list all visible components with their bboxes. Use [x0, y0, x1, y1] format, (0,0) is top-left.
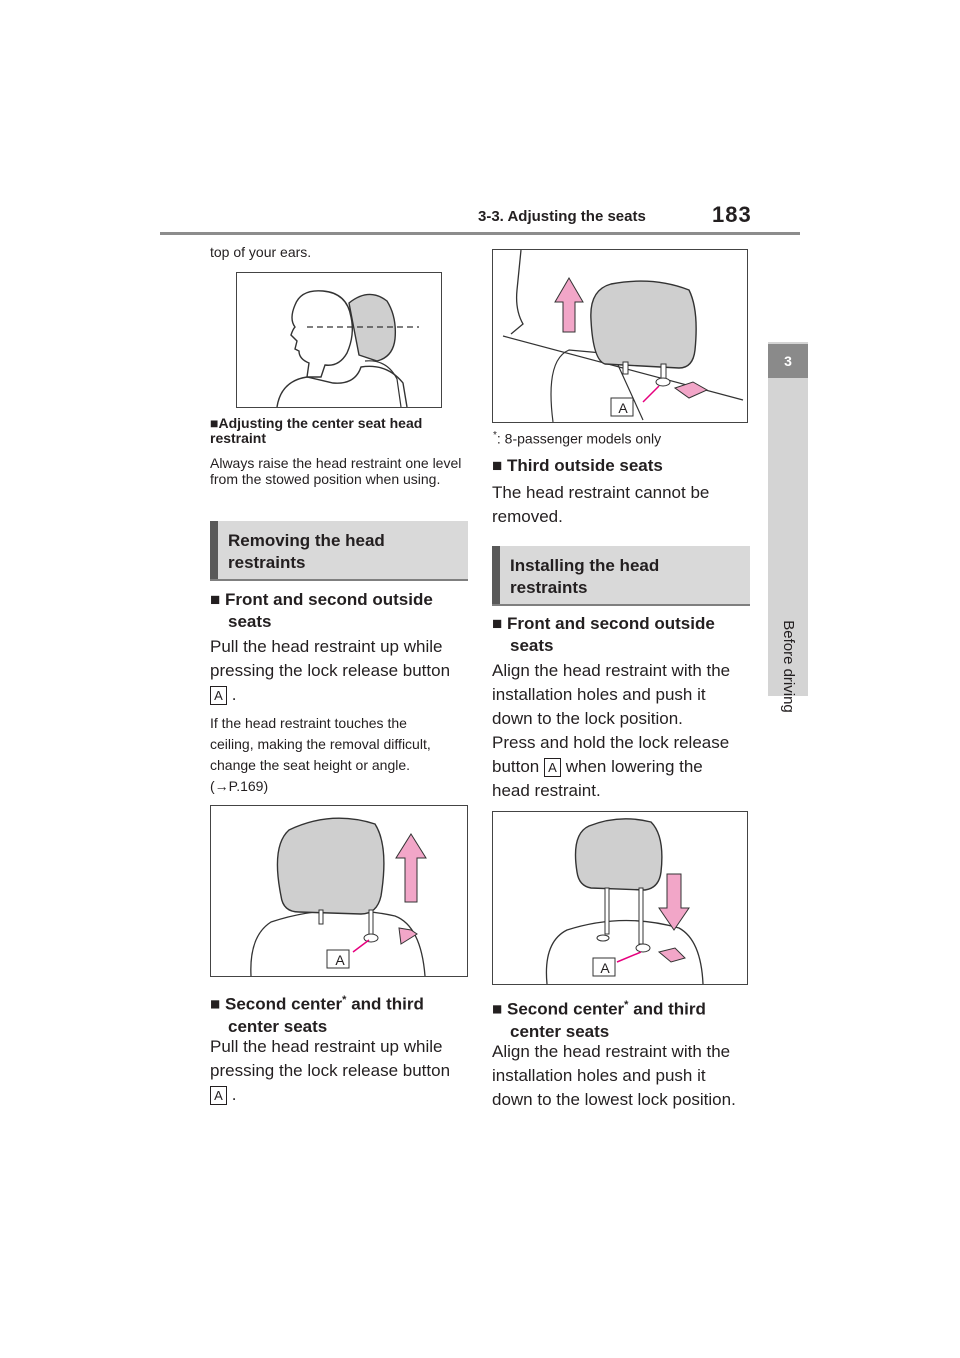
head-position-illustration	[237, 273, 441, 407]
figure-remove-center	[492, 249, 748, 423]
bullet-square: ■	[492, 999, 503, 1019]
remove-center-illustration	[493, 250, 747, 422]
second-center-heading: ■ Second center* and third center seats	[210, 994, 424, 1036]
figure-label-a: A	[618, 400, 628, 416]
figure-label-a: A	[335, 952, 345, 968]
label-a: A	[210, 686, 227, 705]
installing-title-line-1: Installing the head	[510, 556, 660, 575]
header-rule	[160, 232, 800, 235]
install-front-heading: ■ Front and second outside seats	[492, 614, 715, 655]
removing-title-line-1: Removing the head	[228, 531, 385, 550]
bullet-square: ■	[492, 614, 503, 633]
bullet-square: ■	[492, 456, 503, 475]
section-rule	[210, 579, 468, 581]
bullet-square: ■	[210, 590, 221, 609]
figure-remove-front	[210, 805, 468, 977]
installing-title-line-2: restraints	[510, 578, 588, 597]
install-front-text: Align the head restraint with the installation holes and push it down to the lock position. Press and hold the lock release button A when lowering the head restraint.	[492, 661, 731, 800]
install-front-illustration	[493, 812, 747, 984]
bullet-square: ■	[210, 994, 221, 1014]
figure-install-front	[492, 811, 748, 985]
removing-section-header	[210, 521, 468, 579]
label-a: A	[210, 1086, 227, 1105]
section-title: 3-3. Adjusting the seats	[478, 208, 646, 225]
second-center-text: Pull the head restraint up while pressing the lock release button A .	[210, 1037, 451, 1104]
install-second-center-text: Align the head restraint with the installation holes and push it down to the lowest lock position.	[492, 1042, 736, 1109]
chapter-number: 3	[768, 344, 808, 378]
installing-section-header	[492, 546, 750, 604]
label-a: A	[544, 758, 561, 777]
bullet-square: ■	[210, 415, 219, 431]
center-seat-heading-text: Adjusting the center seat head restraint	[210, 415, 423, 446]
front-seats-text: Pull the head restraint up while pressing the lock release button A .	[210, 637, 451, 704]
page-number: 183	[712, 202, 752, 227]
center-seat-text: Always raise the head restraint one level from the stowed position when using.	[210, 455, 462, 487]
intro-text: top of your ears.	[210, 244, 312, 260]
chapter-title: Before driving	[779, 619, 797, 713]
front-seats-heading: ■ Front and second outside seats	[210, 590, 433, 631]
install-second-center-heading: ■ Second center* and third center seats	[492, 999, 706, 1041]
footnote: *: 8-passenger models only	[493, 430, 662, 447]
center-seat-heading	[210, 416, 470, 446]
figure-head-position	[236, 272, 442, 408]
figure-label-a: A	[600, 960, 610, 976]
removing-title-line-2: restraints	[228, 553, 306, 572]
arrow-icon: →	[214, 778, 229, 794]
ceiling-note: If the head restraint touches the ceiling, making the removal difficult, change the seat height or angle. (→P.169)	[210, 715, 431, 794]
third-outside-text: The head restraint cannot be removed.	[492, 483, 710, 526]
third-outside-heading: ■ Third outside seats	[492, 456, 663, 475]
section-rule	[492, 604, 750, 606]
